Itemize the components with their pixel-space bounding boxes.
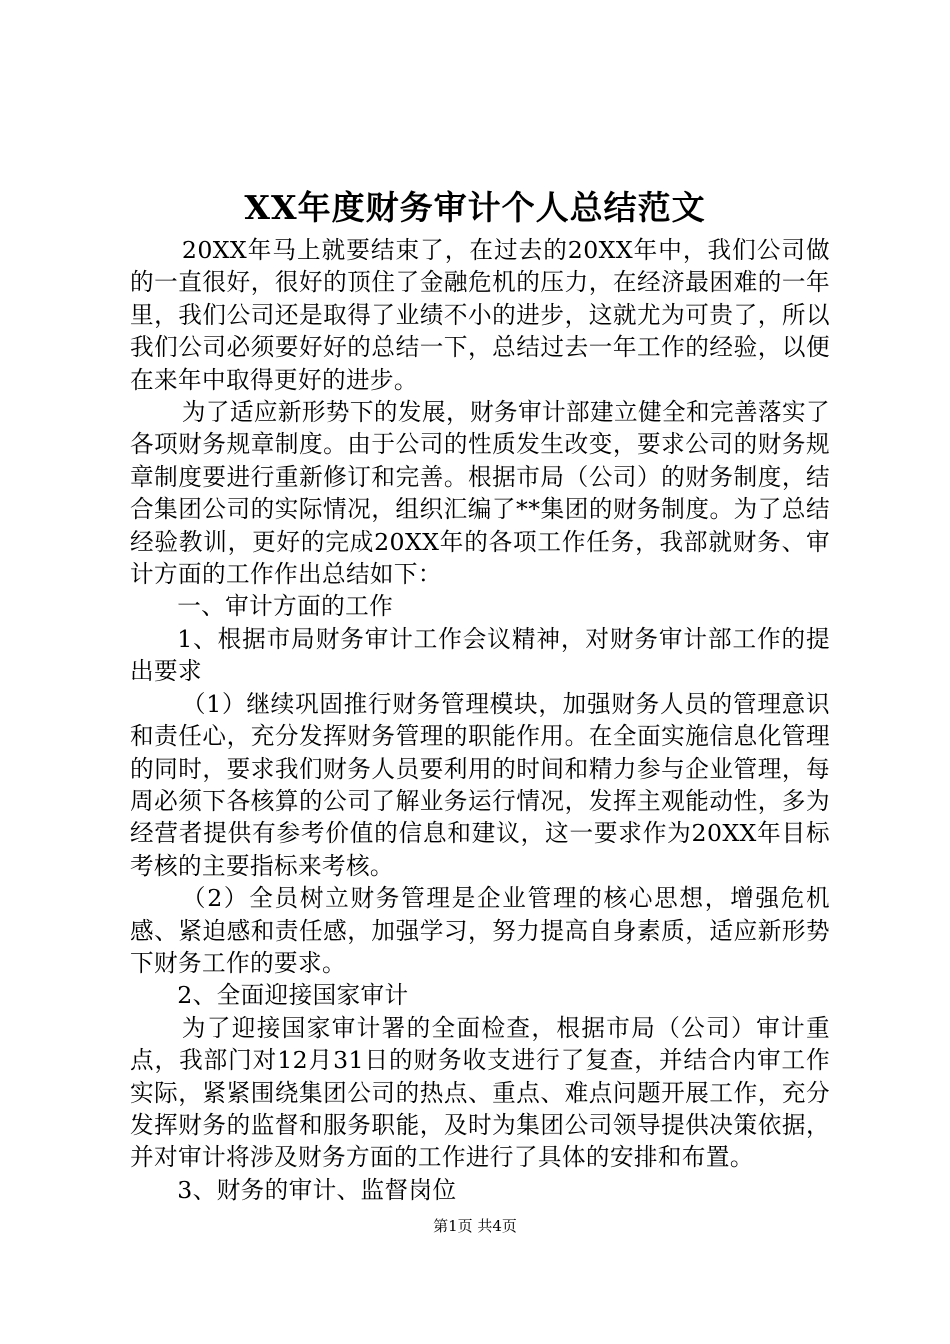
section-heading-audit: 一、审计方面的工作 <box>177 592 394 621</box>
document-title: XX年度财务审计个人总结范文 <box>244 188 706 227</box>
page-footer: 第1页 共4页 <box>433 1217 517 1235</box>
paragraph-item-1: （1）继续巩固推行财务管理模块，加强财务人员的管理意识和责任心，充分发挥财务管理的职能作用。在全面实施信息化管理的同时，要求我们财务人员要利用的时间和精力参与企业管理，每周必须下各核算的公司了解业务运行情况，发挥主观能动性，多为经营者提供有参考价值的信息和建议，这一要求作为20XX年目标考核的主要指标来考核。 <box>130 689 830 880</box>
subsection-heading-3: 3、财务的审计、监督岗位 <box>177 1175 457 1204</box>
subsection-heading-2: 2、全面迎接国家审计 <box>177 981 409 1010</box>
paragraph-national-audit: 为了迎接国家审计署的全面检查，根据市局（公司）审计重点，我部门对12月31日的财务收支进行了复查，并结合内审工作实际，紧紧围绕集团公司的热点、重点、难点问题开展工作，充分发挥财务的监督和服务职能，及时为集团公司领导提供决策依据，并对审计将涉及财务方面的工作进行了具体的安排和布置。 <box>130 1013 830 1172</box>
paragraph-intro: 20XX年马上就要结束了，在过去的20XX年中，我们公司做的一直很好，很好的顶住了金融危机的压力，在经济最困难的一年里，我们公司还是取得了业绩不小的进步，这就尤为可贵了，所以我们公司必须要好好的总结一下，总结过去一年工作的经验，以便在来年中取得更好的进步。 <box>130 236 830 394</box>
paragraph-background: 为了适应新形势下的发展，财务审计部建立健全和完善落实了各项财务规章制度。由于公司的性质发生改变，要求公司的财务规章制度要进行重新修订和完善。根据市局（公司）的财务制度，结合集团公司的实际情况，组织汇编了**集团的财务制度。为了总结经验教训，更好的完成20XX年的各项工作任务，我部就财务、审计方面的工作作出总结如下： <box>130 398 830 589</box>
subsection-heading-1: 1、根据市局财务审计工作会议精神，对财务审计部工作的提出要求 <box>130 624 830 686</box>
paragraph-item-2: （2）全员树立财务管理是企业管理的核心思想，增强危机感、紧迫感和责任感，加强学习，努力提高自身素质，适应新形势下财务工作的要求。 <box>130 884 830 977</box>
document-body <box>130 234 830 1206</box>
